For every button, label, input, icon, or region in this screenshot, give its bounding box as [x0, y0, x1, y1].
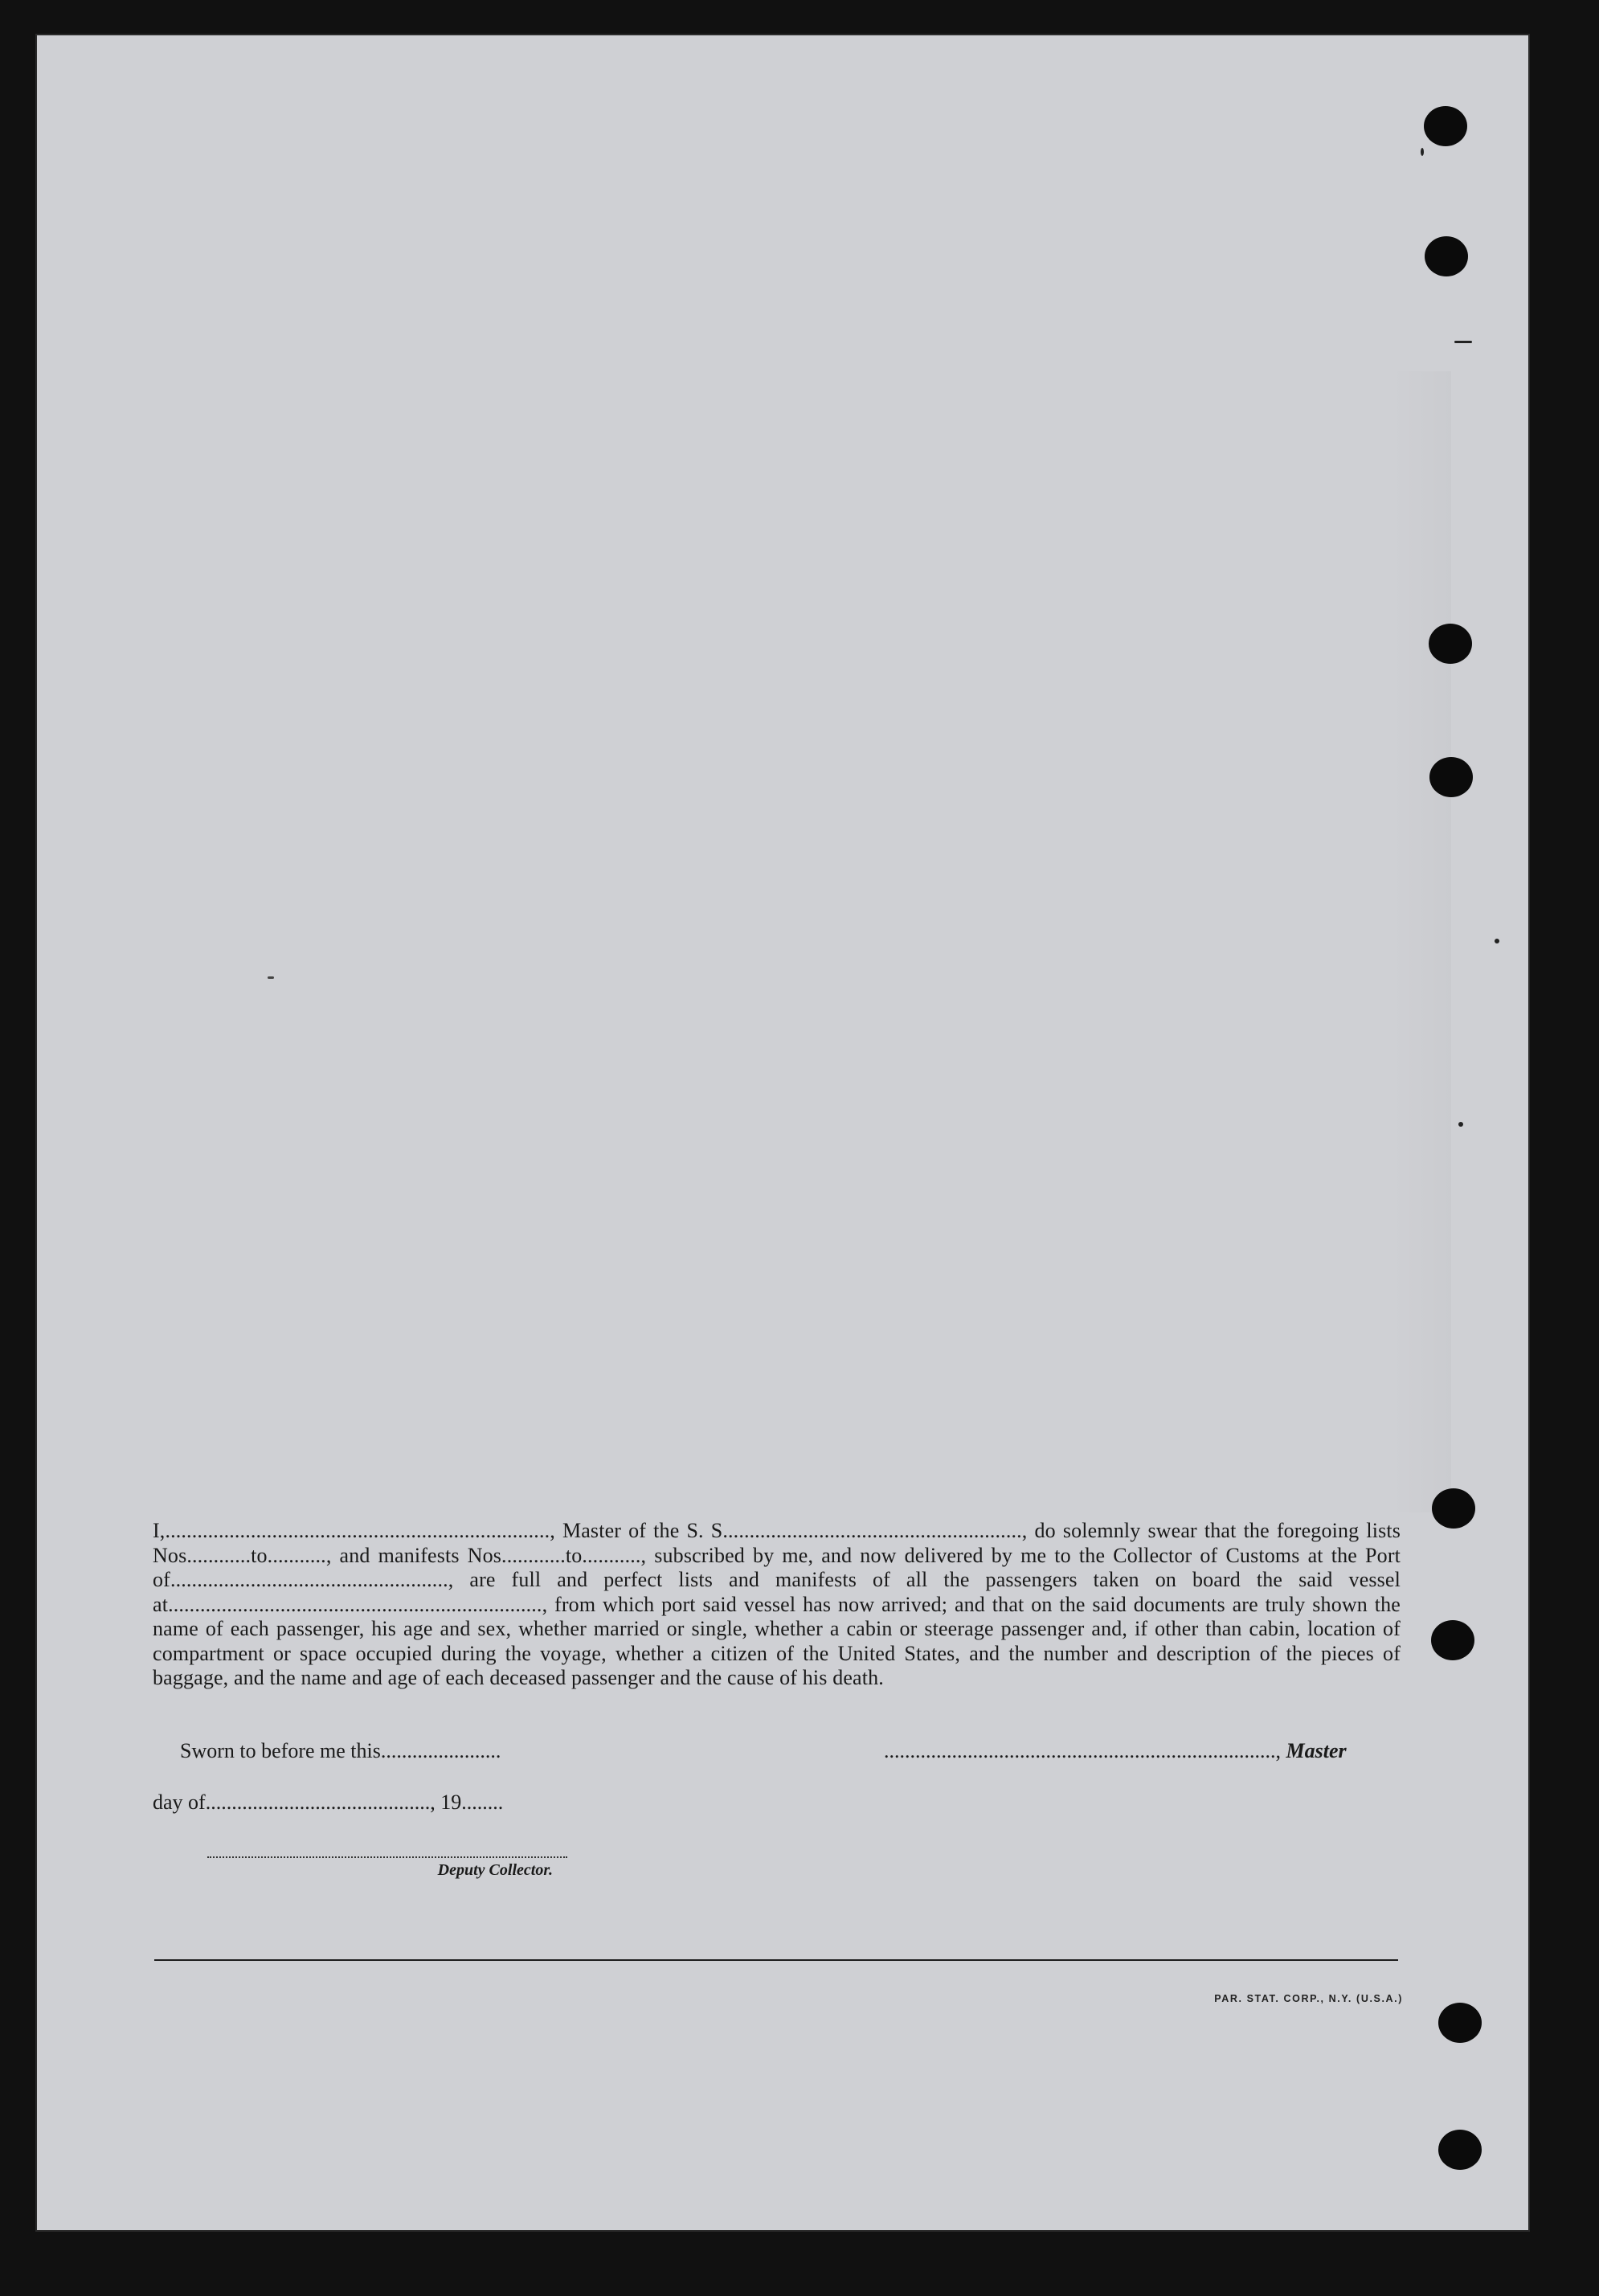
paper-sheet [35, 34, 1530, 2232]
speck-mark [1454, 341, 1472, 343]
sworn-before-label: Sworn to before me this....................... [180, 1739, 501, 1762]
speck-mark [1495, 939, 1499, 943]
oath-paragraph: I,........................................................................, Master of the S. S........................................................, do solemnly swear that the foregoing lists Nos............to..........., and manifests Nos............to..........., subscribed by me, and now delivered by me to the Collector of Customs at the Port of...................................................., are full and perfect lists and manifests of all the passengers taken on board the said vessel at......................................................................, from which port said vessel has now arrived; and that on the said documents are truly shown the name of each passenger, his age and sex, whether married or single, whether a cabin or steerage passenger and, if other than cabin, location of compartment or space occupied during the voyage, whether a citizen of the United States, and the number and description of the pieces of baggage, and the name and age of each deceased passenger and the cause of his death. [153, 1519, 1401, 1689]
footer-rule [154, 1959, 1398, 1961]
speck-mark [1421, 148, 1424, 156]
punch-hole-icon [1438, 2003, 1482, 2043]
deputy-collector-label: Deputy Collector. [437, 1861, 553, 1879]
master-signature-label: Master [1286, 1739, 1347, 1762]
master-signature-dots: ..........................................................................., [884, 1739, 1281, 1762]
faint-column-shading [1390, 371, 1451, 1512]
punch-hole-icon [1424, 106, 1467, 146]
speck-mark [1458, 1122, 1463, 1127]
punch-hole-icon [1438, 2130, 1482, 2170]
deputy-signature-line [207, 1856, 567, 1858]
punch-hole-icon [1431, 1620, 1474, 1660]
punch-hole-icon [1425, 236, 1468, 276]
punch-hole-icon [1429, 624, 1472, 664]
punch-hole-icon [1429, 757, 1473, 797]
master-signature-line [884, 1739, 1347, 1763]
punch-hole-icon [1432, 1488, 1475, 1529]
day-of-label: day of..........................................., 19........ [153, 1791, 504, 1814]
speck-mark [268, 976, 274, 979]
printer-imprint: PAR. STAT. CORP., N.Y. (U.S.A.) [1214, 1993, 1403, 2004]
